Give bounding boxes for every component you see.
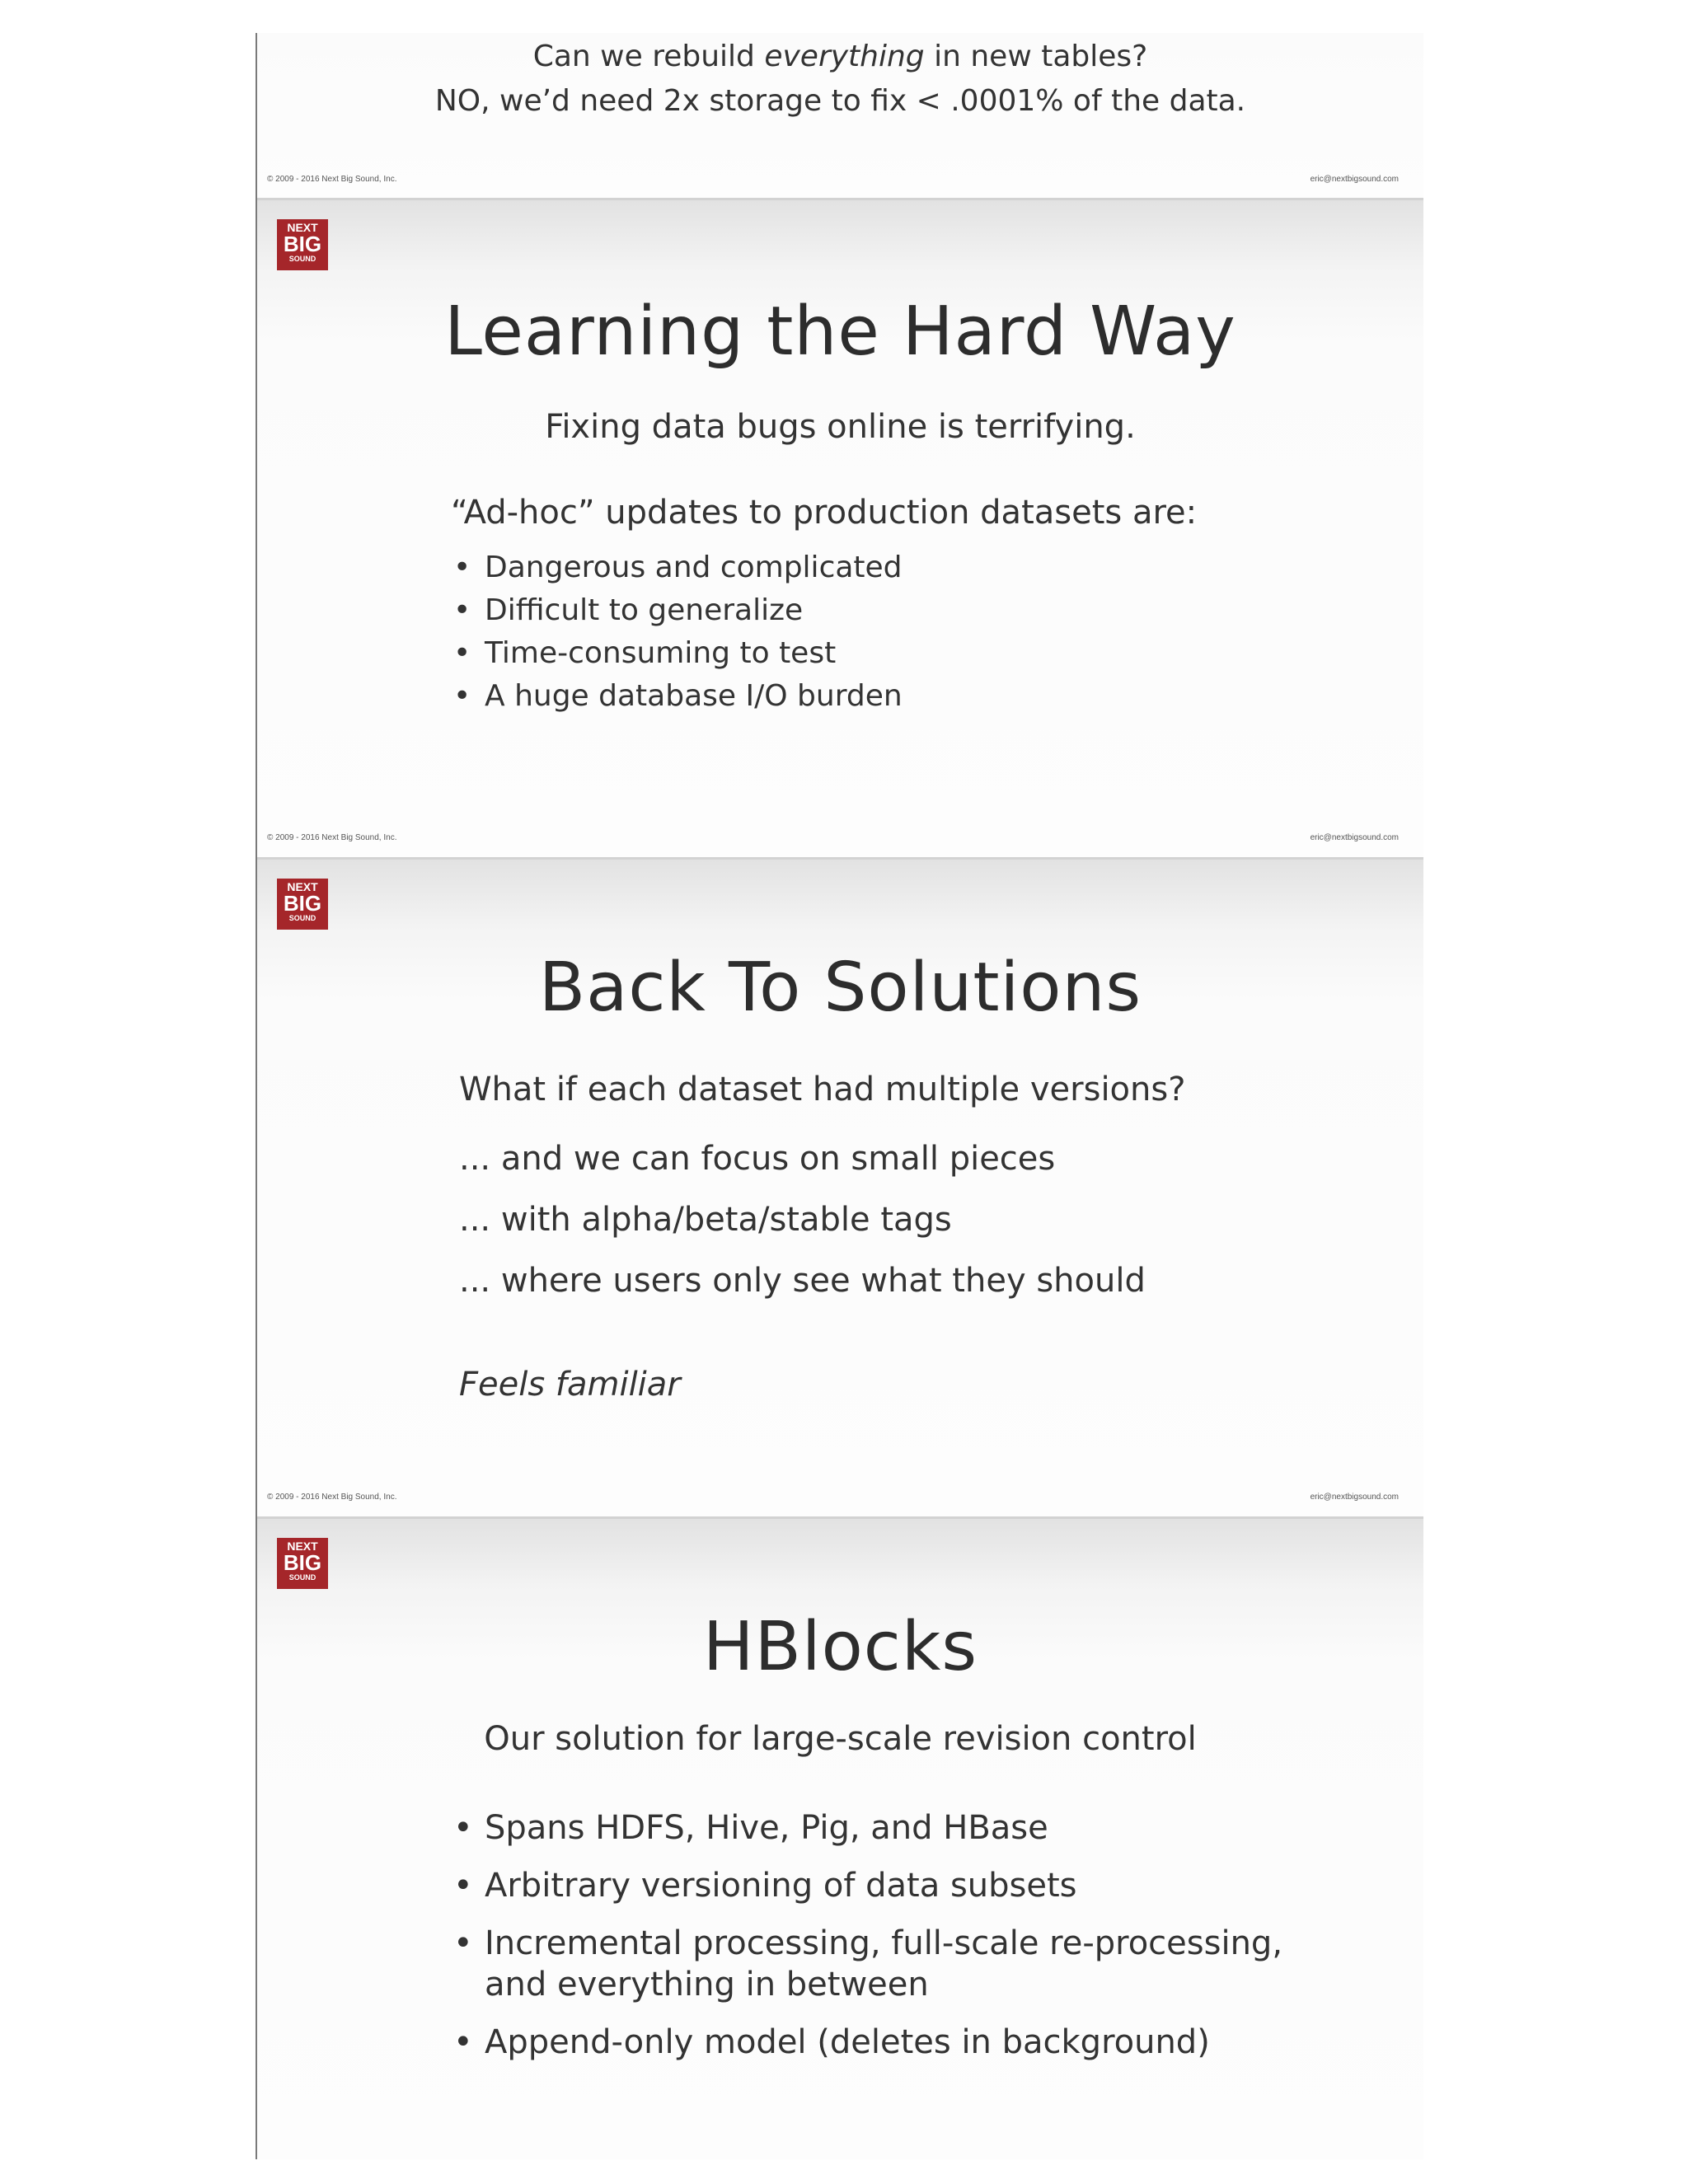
next-big-sound-logo xyxy=(277,219,328,270)
slide-subtitle: Our solution for large-scale revision control xyxy=(484,1720,1197,1758)
bullet-item: • Dangerous and complicated xyxy=(452,546,903,589)
footer-copyright: © 2009 - 2016 Next Big Sound, Inc. xyxy=(267,175,397,184)
next-big-sound-logo xyxy=(277,879,328,930)
bullet-item: • Append-only model (deletes in background) xyxy=(452,2022,1282,2063)
partial-line-1 xyxy=(257,40,1423,73)
slide-hblocks xyxy=(257,1519,1423,2159)
bullet-item: • Difficult to generalize xyxy=(452,589,903,632)
logo-text-sound: SOUND xyxy=(288,1573,316,1582)
slide-learning-hard-way xyxy=(257,200,1423,857)
footer-email: eric@nextbigsound.com xyxy=(1310,833,1399,842)
slide-title: HBlocks xyxy=(702,1608,978,1686)
slide-line: ... with alpha/beta/stable tags xyxy=(459,1201,952,1239)
logo-text-sound: SOUND xyxy=(288,255,316,263)
slide-subtitle: Fixing data bugs online is terrifying. xyxy=(545,408,1136,446)
partial-line-1-post: in new tables? xyxy=(924,40,1148,73)
bullet-item-continuation xyxy=(452,1964,1282,2005)
bullet-list xyxy=(452,546,903,718)
footer-email: eric@nextbigsound.com xyxy=(1310,1493,1399,1502)
slide-title: Back To Solutions xyxy=(538,949,1142,1027)
bullet-list xyxy=(452,1807,1282,2063)
partial-line-1-pre: Can we rebuild xyxy=(532,40,765,73)
bullet-item: • Arbitrary versioning of data subsets xyxy=(452,1865,1282,1906)
slide-partial xyxy=(257,33,1423,198)
bullet-item: • Spans HDFS, Hive, Pig, and HBase xyxy=(452,1807,1282,1849)
logo-text-next: NEXT xyxy=(287,1540,318,1553)
bullet-item: • A huge database I/O burden xyxy=(452,675,903,718)
slide-deck xyxy=(256,33,1423,2159)
logo-text-sound: SOUND xyxy=(288,914,316,922)
footer-email: eric@nextbigsound.com xyxy=(1310,175,1399,184)
footer-copyright: © 2009 - 2016 Next Big Sound, Inc. xyxy=(267,1493,397,1502)
logo-text-next: NEXT xyxy=(287,221,318,234)
slide-title: Learning the Hard Way xyxy=(444,293,1236,371)
bullet-item: • Time-consuming to test xyxy=(452,632,903,675)
partial-line-2: NO, we’d need 2x storage to fix < .0001% of the data. xyxy=(434,84,1246,118)
slide-lead: “Ad-hoc” updates to production datasets are: xyxy=(451,494,1198,532)
footer-copyright: © 2009 - 2016 Next Big Sound, Inc. xyxy=(267,833,397,842)
logo-text-big: BIG xyxy=(283,891,322,916)
logo-text-big: BIG xyxy=(283,232,322,256)
logo-text-big: BIG xyxy=(283,1550,322,1575)
bullet-continuation-text: and everything in between xyxy=(485,1966,929,2004)
partial-line-1-emphasis: everything xyxy=(764,40,925,73)
slide-line: ... where users only see what they should xyxy=(459,1262,1146,1300)
slide-back-to-solutions xyxy=(257,860,1423,1516)
slide-line: What if each dataset had multiple versions? xyxy=(459,1071,1186,1108)
slide-line: ... and we can focus on small pieces xyxy=(459,1140,1056,1178)
next-big-sound-logo xyxy=(277,1538,328,1589)
logo-text-next: NEXT xyxy=(287,880,318,893)
slide-closing: Feels familiar xyxy=(459,1366,681,1404)
bullet-item: • Incremental processing, full-scale re-processing, xyxy=(452,1923,1282,1964)
